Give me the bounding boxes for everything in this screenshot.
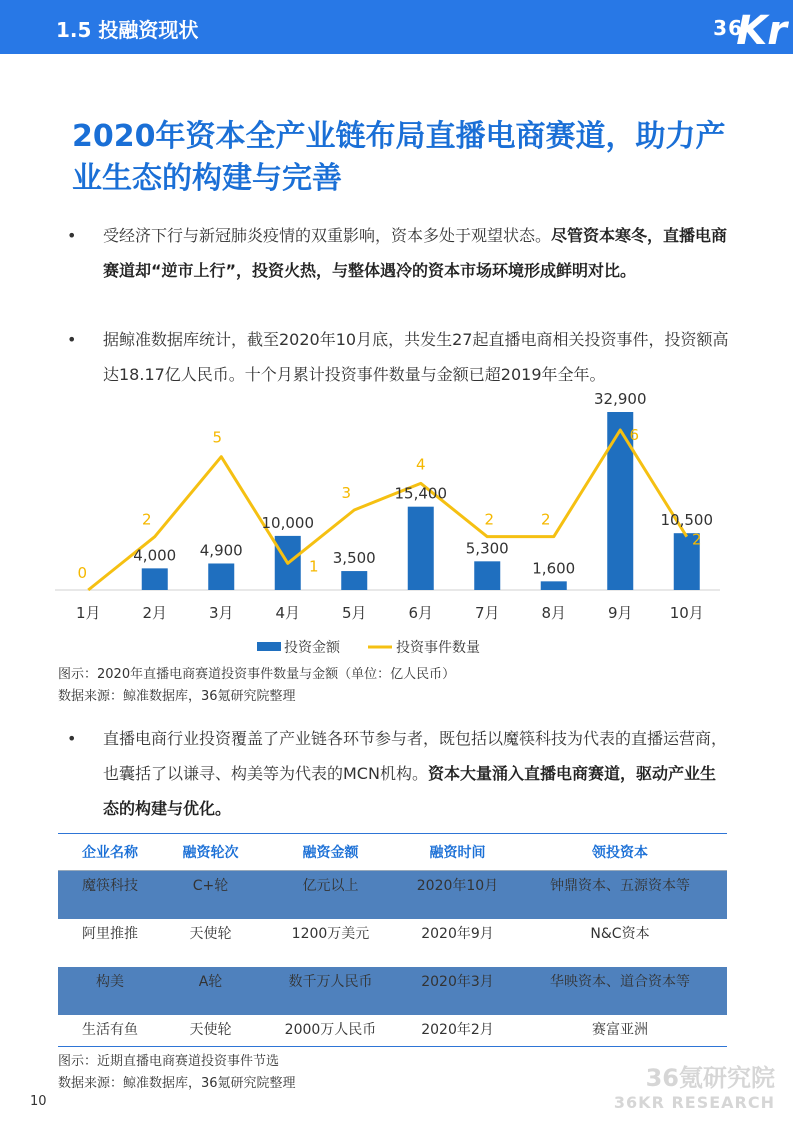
table-header-row [58,834,727,871]
watermark-title: 36氪研究院 [645,1064,775,1092]
x-tick-label-10: 10月 [669,604,704,622]
x-tick-label-6: 6月 [408,604,434,622]
headline: 2020年资本全产业链布局直播电商赛道，助力产业生态的构建与完善 [72,119,726,196]
bar-value-label-9: 32,900 [594,390,647,408]
cell-lead-investor: 钟鼎资本、五源资本等 [513,871,727,920]
table-source: 数据来源：鲸准数据库，36氪研究院整理 [58,1076,296,1091]
bar-value-label-8: 1,600 [532,559,576,578]
table-row [58,871,727,920]
bar-3 [208,563,234,590]
bar-value-label-2: 4,000 [133,546,177,565]
table-caption: 图示：近期直播电商赛道投资事件节选 [58,1054,280,1069]
cell-company: 魔筷科技 [58,871,162,920]
cell-lead-investor: N&C资本 [590,926,650,942]
bullet-1-text: 受经济下行与新冠肺炎疫情的双重影响，资本多处于观望状态。 [103,226,552,245]
table-bottom-rule [58,1046,727,1047]
line-value-label-8: 2 [540,510,551,529]
logo-letters: Kr [736,8,787,54]
bar-value-label-4: 10,000 [261,513,314,532]
legend-bar-label: 投资金额 [284,640,340,656]
cell-date: 2020年10月 [402,871,513,920]
line-value-label-3: 5 [212,428,223,447]
col-header-round: 融资轮次 [162,834,259,871]
x-tick-label-9: 9月 [607,604,633,622]
legend-line-label: 投资事件数量 [396,640,480,656]
bar-2 [142,568,168,590]
cell-amount: 数千万人民币 [259,967,402,1015]
bar-7 [474,561,500,590]
cell-round: A轮 [162,967,259,1015]
bullet-dot: • [67,226,77,245]
x-tick-label-4: 4月 [275,604,301,622]
bar-value-label-5: 3,500 [332,549,376,568]
cell-round: 天使轮 [189,1022,232,1038]
header-bar [0,0,793,54]
x-tick-label-8: 8月 [541,604,567,622]
bar-value-label-10: 10,500 [660,511,713,530]
logo-number: 36 [713,16,743,40]
cell-round: 天使轮 [189,926,232,942]
line-value-label-4: 1 [308,557,319,576]
line-value-label-5: 3 [341,484,352,502]
section-title: 1.5 投融资现状 [56,18,199,42]
bar-value-label-6: 15,400 [394,484,447,503]
col-header-company: 企业名称 [58,834,162,871]
chart-source: 数据来源：鲸准数据库，36氪研究院整理 [58,689,296,704]
x-tick-label-3: 3月 [208,604,234,622]
cell-date: 2020年2月 [421,1022,494,1038]
table-row [58,919,727,967]
legend-bar-swatch [257,642,281,651]
cell-company: 生活有鱼 [82,1022,138,1038]
cell-date: 2020年9月 [421,926,494,942]
col-header-date: 融资时间 [402,834,513,871]
bullet-3-bold-text: 资本大量涌入直播电商赛道，驱动产业生态的构建与优化。 [103,764,716,818]
cell-company: 阿里推推 [82,926,138,942]
x-tick-label-5: 5月 [341,604,367,622]
x-tick-label-1: 1月 [75,604,101,622]
line-value-label-7: 2 [484,510,495,529]
investment-table [58,833,727,1063]
bullet-3-text: 直播电商行业投资覆盖了产业链各环节参与者，既包括以魔筷科技为代表的直播运营商，也囊括了以谦寻、构美等为代表的MCN机构。 [103,729,728,783]
line-value-label-6: 4 [415,455,426,474]
bar-5 [341,571,367,590]
line-value-label-10: 2 [691,530,702,549]
bar-value-label-7: 5,300 [465,539,509,558]
col-header-lead-investor: 领投资本 [513,834,727,871]
investment-chart [50,385,740,663]
page-number: 10 [30,1094,47,1109]
watermark-subtitle: 36KR RESEARCH [613,1093,775,1112]
bullet-1-bold-text: 尽管资本寒冬，直播电商赛道却“逆市上行”，投资火热，与整体遇冷的资本市场环境形成鲜明对比。 [103,226,728,280]
line-value-label-9: 6 [629,426,640,444]
line-value-label-2: 2 [141,510,152,529]
table-row [58,967,727,1015]
line-value-label-1: 0 [77,564,88,582]
cell-company: 构美 [58,967,162,1015]
x-tick-label-2: 2月 [142,604,168,622]
bar-value-label-3: 4,900 [199,541,243,560]
bullet-dot: • [67,729,77,748]
bar-6 [408,507,434,590]
col-header-amount: 融资金额 [259,834,402,871]
bullet-dot: • [67,330,77,349]
x-tick-label-7: 7月 [474,604,500,622]
cell-amount: 亿元以上 [259,871,402,920]
cell-amount: 2000万人民币 [284,1022,377,1038]
cell-round: C+轮 [162,871,259,920]
cell-lead-investor: 赛富亚洲 [592,1022,648,1038]
event-count-line [88,430,687,590]
bar-8 [541,581,567,590]
cell-lead-investor: 华映资本、道合资本等 [513,967,727,1015]
chart-caption: 图示：2020年直播电商赛道投资事件数量与金额（单位：亿人民币） [58,667,456,682]
cell-amount: 1200万美元 [291,926,370,942]
cell-date: 2020年3月 [402,967,513,1015]
watermark [614,1058,775,1112]
bullet-2-text: 据鲸准数据库统计，截至2020年10月底，共发生27起直播电商相关投资事件，投资额高达18.17亿人民币。十个月累计投资事件数量与金额已超2019年全年。 [103,330,729,384]
